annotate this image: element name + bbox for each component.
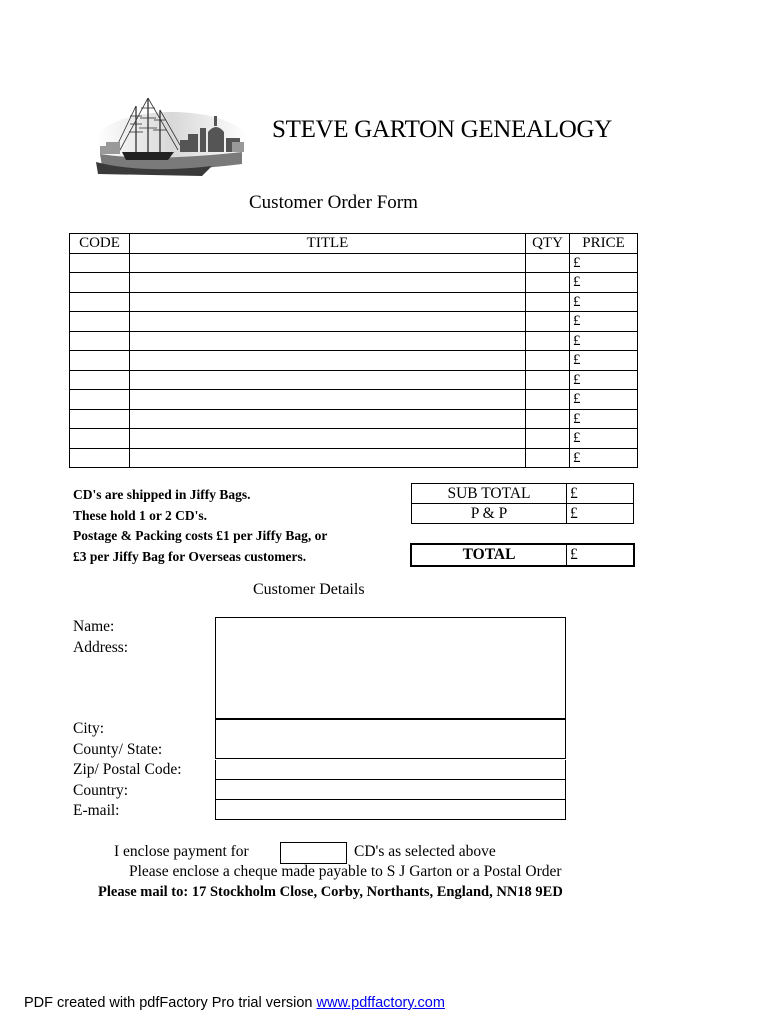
total-field[interactable]: £ [567, 544, 635, 566]
subtotal-field[interactable]: £ [567, 484, 634, 504]
pp-label: P & P [412, 504, 567, 524]
subtotal-table [411, 483, 634, 524]
price-cell[interactable]: £ [570, 370, 638, 390]
total-row [411, 544, 634, 566]
qty-cell[interactable] [526, 292, 570, 312]
country-label: Country: [73, 782, 129, 799]
qty-cell[interactable] [526, 370, 570, 390]
code-cell[interactable] [70, 448, 130, 468]
cd-quantity-field[interactable] [280, 842, 347, 864]
shipping-note: CD's are shipped in Jiffy Bags. [73, 487, 251, 502]
code-cell[interactable] [70, 331, 130, 351]
order-row [70, 253, 638, 273]
qty-cell[interactable] [526, 409, 570, 429]
enclose-payment-suffix: CD's as selected above [354, 843, 496, 860]
zip-label: Zip/ Postal Code: [73, 761, 182, 778]
pdf-footer-text: PDF created with pdfFactory Pro trial version [24, 995, 317, 1011]
price-cell[interactable]: £ [570, 351, 638, 371]
shipping-note: These hold 1 or 2 CD's. [73, 507, 208, 523]
order-table [69, 233, 638, 468]
subtotal-row [412, 484, 634, 504]
qty-column-header: QTY [526, 234, 570, 254]
code-column-header: CODE [70, 234, 130, 254]
code-cell[interactable] [70, 390, 130, 410]
order-row [70, 351, 638, 371]
subtotal-label: SUB TOTAL [412, 484, 567, 504]
city-label: City: [73, 720, 105, 737]
title-cell[interactable] [130, 351, 526, 371]
qty-cell[interactable] [526, 390, 570, 410]
title-column-header: TITLE [130, 234, 526, 254]
title-cell[interactable] [130, 292, 526, 312]
order-row [70, 448, 638, 468]
county-field[interactable] [215, 739, 566, 759]
code-cell[interactable] [70, 370, 130, 390]
title-cell[interactable] [130, 448, 526, 468]
address-label: Address: [73, 639, 129, 656]
total-table [410, 543, 635, 567]
mailing-address: Please mail to: 17 Stockholm Close, Corby, Northants, England, NN18 9ED [98, 884, 563, 900]
price-cell[interactable]: £ [570, 448, 638, 468]
title-cell[interactable] [130, 331, 526, 351]
email-field[interactable] [215, 800, 566, 820]
code-cell[interactable] [70, 409, 130, 429]
qty-cell[interactable] [526, 351, 570, 371]
harbour-ship-logo [92, 92, 250, 176]
order-row [70, 429, 638, 449]
pp-field[interactable]: £ [567, 504, 634, 524]
page-title: STEVE GARTON GENEALOGY [272, 116, 613, 143]
zip-field[interactable] [215, 760, 566, 780]
city-field[interactable] [215, 719, 566, 740]
name-field[interactable] [215, 617, 566, 638]
order-row [70, 370, 638, 390]
order-table-header [70, 234, 638, 254]
pp-row [412, 504, 634, 524]
title-cell[interactable] [130, 312, 526, 332]
price-cell[interactable]: £ [570, 331, 638, 351]
qty-cell[interactable] [526, 312, 570, 332]
price-cell[interactable]: £ [570, 292, 638, 312]
cheque-instructions: Please enclose a cheque made payable to S J Garton or a Postal Order [129, 863, 562, 880]
code-cell[interactable] [70, 273, 130, 293]
enclose-payment-prefix: I enclose payment for [114, 843, 249, 860]
order-row [70, 273, 638, 293]
email-label: E-mail: [73, 802, 120, 819]
title-cell[interactable] [130, 429, 526, 449]
shipping-notes [73, 485, 327, 567]
order-row [70, 292, 638, 312]
code-cell[interactable] [70, 429, 130, 449]
price-cell[interactable]: £ [570, 253, 638, 273]
county-label: County/ State: [73, 741, 163, 758]
price-column-header: PRICE [570, 234, 638, 254]
price-cell[interactable]: £ [570, 390, 638, 410]
name-label: Name: [73, 618, 115, 635]
title-cell[interactable] [130, 390, 526, 410]
qty-cell[interactable] [526, 331, 570, 351]
customer-details-heading: Customer Details [253, 581, 365, 598]
title-cell[interactable] [130, 253, 526, 273]
order-row [70, 312, 638, 332]
order-row [70, 409, 638, 429]
address-field[interactable] [215, 637, 566, 719]
total-label: TOTAL [411, 544, 567, 566]
code-cell[interactable] [70, 292, 130, 312]
qty-cell[interactable] [526, 253, 570, 273]
shipping-note: £3 per Jiffy Bag for Overseas customers. [73, 548, 307, 564]
qty-cell[interactable] [526, 448, 570, 468]
form-subtitle: Customer Order Form [249, 192, 418, 213]
qty-cell[interactable] [526, 429, 570, 449]
pdffactory-link[interactable]: www.pdffactory.com [316, 995, 445, 1011]
qty-cell[interactable] [526, 273, 570, 293]
title-cell[interactable] [130, 273, 526, 293]
pdf-footer [24, 995, 445, 1011]
order-row [70, 331, 638, 351]
order-row [70, 390, 638, 410]
code-cell[interactable] [70, 351, 130, 371]
price-cell[interactable]: £ [570, 273, 638, 293]
code-cell[interactable] [70, 312, 130, 332]
title-cell[interactable] [130, 370, 526, 390]
price-cell[interactable]: £ [570, 312, 638, 332]
price-cell[interactable]: £ [570, 429, 638, 449]
code-cell[interactable] [70, 253, 130, 273]
title-cell[interactable] [130, 409, 526, 429]
shipping-note: Postage & Packing costs £1 per Jiffy Bag, or [73, 528, 328, 543]
country-field[interactable] [215, 780, 566, 800]
price-cell[interactable]: £ [570, 409, 638, 429]
